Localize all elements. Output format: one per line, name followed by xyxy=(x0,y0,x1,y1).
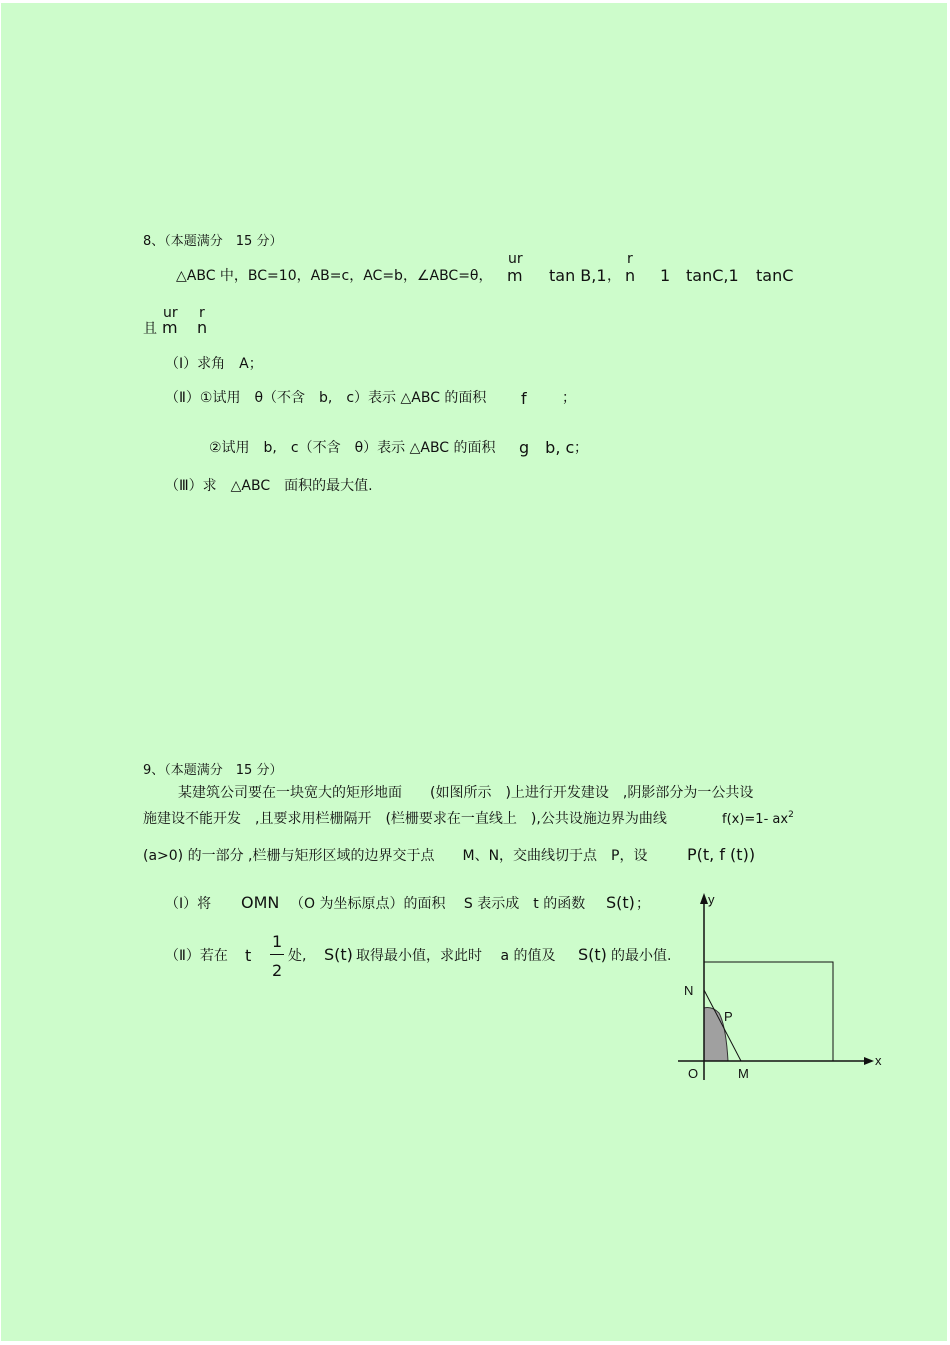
q8-part1: （Ⅰ）求角 A； xyxy=(165,356,263,372)
x-axis-arrow xyxy=(864,1057,874,1065)
q9-part2-mid2: 取得最小值，求此时 a 的值及 xyxy=(356,948,556,964)
q8-tanC: tanC xyxy=(756,266,794,285)
q8-part3: （Ⅲ）求 △ABC 面积的最大值. xyxy=(165,478,373,494)
q8-n-expr: tanC,1 xyxy=(686,266,739,285)
q9-frac-bar xyxy=(270,954,284,955)
q9-fx: f(x)=1- $ax^2$ xyxy=(722,810,794,827)
q8-m: m xyxy=(507,266,523,285)
q9-part1-mid: （O 为坐标原点）的面积 S 表示成 t 的函数 xyxy=(290,896,586,912)
q9-part2-mid1: 处, xyxy=(288,948,307,964)
q8-header: 8、（本题满分 15 分） xyxy=(143,234,283,249)
q9-part1-omn: OMN xyxy=(241,893,280,912)
label-O: O xyxy=(688,1066,699,1081)
q9-line2: 施建设不能开发 ,且要求用栏栅隔开 (栏栅要求在一直线上 ),公共设施边界为曲线 xyxy=(143,811,667,827)
q9-part2-S2: S(t) xyxy=(578,945,607,964)
q9-part2-t: t xyxy=(245,946,252,965)
q8-line2-prefix: 且 xyxy=(143,321,157,337)
page xyxy=(1,3,947,1341)
q9-figure xyxy=(660,880,900,1090)
q9-line1: 某建筑公司要在一块宽大的矩形地面 (如图所示 )上进行开发建设 ,阴影部分为一公共设 xyxy=(178,785,754,801)
q9-part1-pre: （Ⅰ）将 xyxy=(165,896,212,912)
q8-comma: ， xyxy=(607,268,621,284)
label-y: y xyxy=(708,892,715,907)
q9-part1-end: ； xyxy=(636,896,650,912)
y-axis-arrow xyxy=(700,893,708,904)
q8-line1-text: △ABC 中，BC=10，AB=c，AC=b，∠ABC=θ， xyxy=(176,268,493,284)
q8-part2-1: （Ⅱ）①试用 θ（不含 b, c）表示 △ABC 的面积 xyxy=(165,390,487,406)
q8-line2-m-arrow: ur xyxy=(163,305,178,321)
label-N: N xyxy=(684,983,694,998)
q8-m-arrow: ur xyxy=(508,251,523,267)
q9-header: 9、（本题满分 15 分） xyxy=(143,763,283,778)
q8-part2-2-g: g b, c xyxy=(519,438,575,457)
label-P: P xyxy=(724,1009,733,1024)
q9-part2-S: S(t) xyxy=(324,945,353,964)
q8-m-expr: tan B,1 xyxy=(549,266,607,285)
q8-n-arrow: r xyxy=(627,251,633,267)
q8-part2-1-end: ； xyxy=(562,390,576,406)
q8-part2-2-end: ； xyxy=(574,440,588,456)
q9-frac-num: 1 xyxy=(272,932,283,951)
q9-fx-exponent: 2 xyxy=(788,810,794,820)
q8-line2-n: n xyxy=(197,318,208,337)
q8-n: n xyxy=(625,266,636,285)
q9-line3: (a>0) 的一部分 ,栏栅与矩形区域的边界交于点 M、N，交曲线切于点 P，设 xyxy=(143,848,648,864)
q8-part2-1-f: f xyxy=(521,389,527,408)
q8-one: 1 xyxy=(660,266,671,285)
label-x: x xyxy=(875,1053,882,1068)
q9-part2-pre: （Ⅱ）若在 xyxy=(165,948,228,964)
q9-part1-S: S(t) xyxy=(606,893,635,912)
q8-part2-2: ②试用 b, c（不含 θ）表示 △ABC 的面积 xyxy=(209,440,496,456)
q9-point-P: P(t, f (t)) xyxy=(687,845,756,864)
q8-line2-m: m xyxy=(162,318,178,337)
label-M: M xyxy=(738,1066,749,1081)
q9-part2-end: 的最小值. xyxy=(611,948,672,964)
q9-frac-den: 2 xyxy=(272,961,283,980)
q8-line2-n-arrow: r xyxy=(199,305,205,321)
